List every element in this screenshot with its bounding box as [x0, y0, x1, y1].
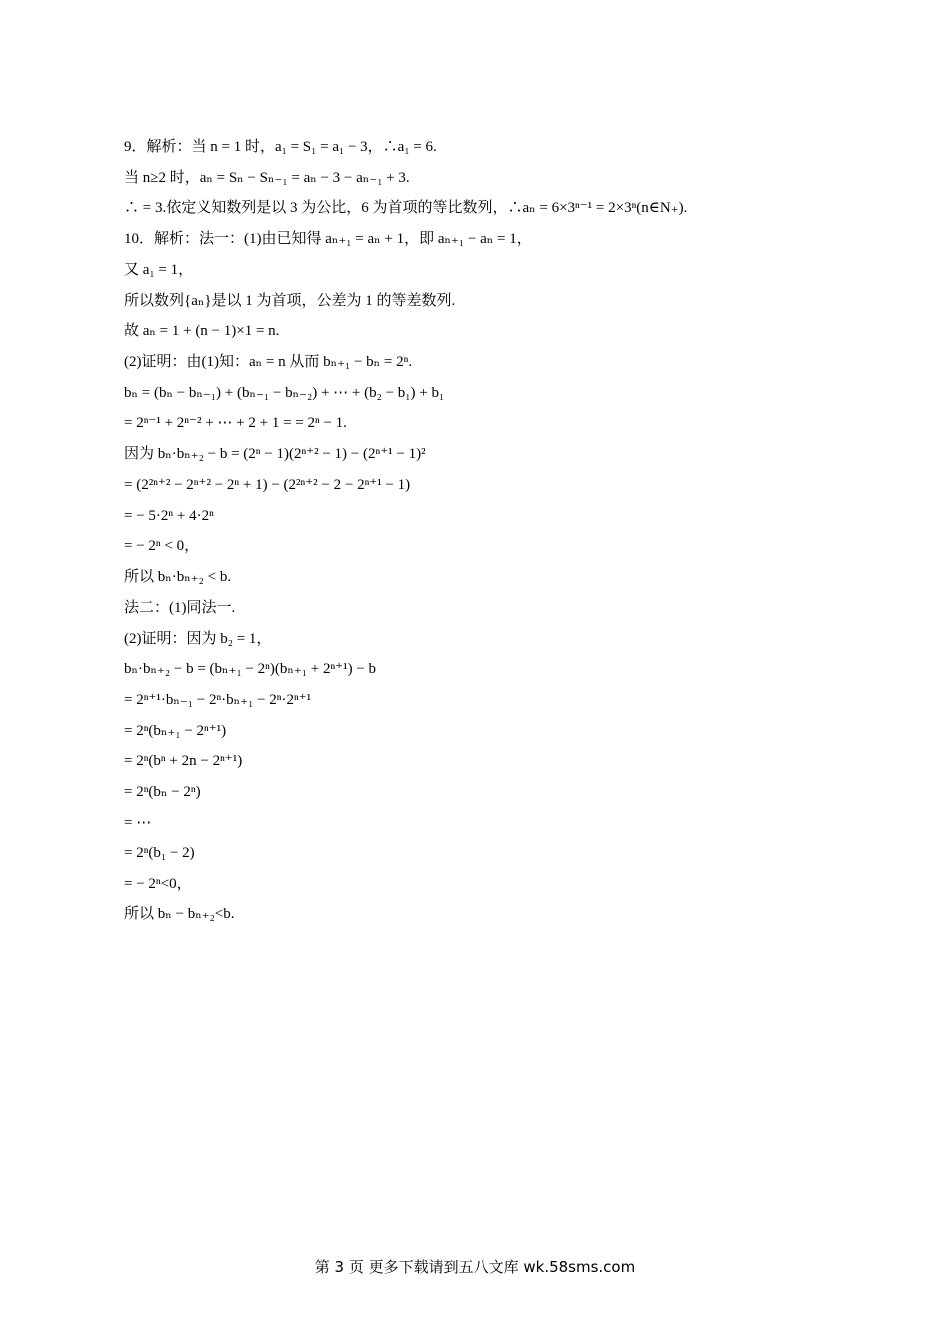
text-line: = (2²ⁿ⁺² − 2ⁿ⁺² − 2ⁿ + 1) − (2²ⁿ⁺² − 2 − 2ⁿ⁺¹ − 1) [124, 477, 411, 493]
text-line: = 2ⁿ⁻¹ + 2ⁿ⁻² + ⋯ + 2 + 1 = = 2ⁿ − 1. [124, 415, 347, 431]
text-line: (2)证明：因为 b₂ = 1， [124, 631, 272, 647]
text-line: = 2ⁿ⁺¹·bₙ₋₁ − 2ⁿ·bₙ₊₁ − 2ⁿ·2ⁿ⁺¹ [124, 692, 312, 708]
text-line: = − 5·2ⁿ + 4·2ⁿ [124, 508, 214, 524]
text-line: = − 2ⁿ < 0， [124, 538, 200, 554]
text-line: ∴ = 3.依定义知数列是以 3 为公比，6 为首项的等比数列，∴aₙ = 6×3ⁿ⁻¹ = 2×3ⁿ(n∈N₊). [124, 200, 688, 216]
text-line: = 2ⁿ(bⁿ + 2n − 2ⁿ⁺¹) [124, 753, 243, 769]
text-line: 当 n≥2 时，aₙ = Sₙ − Sₙ₋₁ = aₙ − 3 − aₙ₋₁ + 3. [124, 170, 410, 186]
page-footer: 第 3 页 更多下载请到五八文库 wk.58sms.com [314, 1258, 636, 1276]
text-line: 10．解析：法一：(1)由已知得 aₙ₊₁ = aₙ + 1，即 aₙ₊₁ − aₙ = 1， [124, 231, 532, 247]
text-line: 9．解析：当 n = 1 时，a₁ = S₁ = a₁ − 3，∴a₁ = 6. [124, 139, 437, 155]
text-line: 故 aₙ = 1 + (n − 1)×1 = n. [124, 323, 280, 339]
text-line: = 2ⁿ(bₙ₊₁ − 2ⁿ⁺¹) [124, 723, 227, 739]
text-line: (2)证明：由(1)知：aₙ = n 从而 bₙ₊₁ − bₙ = 2ⁿ. [124, 354, 413, 370]
text-line: 所以 bₙ − bₙ₊₂<b. [124, 906, 235, 922]
text-line: = 2ⁿ(bₙ − 2ⁿ) [124, 784, 201, 800]
text-line: 又 a₁ = 1， [124, 262, 194, 278]
text-line: 因为 bₙ·bₙ₊₂ − b = (2ⁿ − 1)(2ⁿ⁺² − 1) − (2ⁿ⁺¹ − 1)² [124, 446, 426, 462]
text-line: bₙ = (bₙ − bₙ₋₁) + (bₙ₋₁ − bₙ₋₂) + ⋯ + (b₂ − b₁) + b₁ [124, 385, 445, 401]
text-line: = ⋯ [124, 815, 152, 831]
text-line: = 2ⁿ(b₁ − 2) [124, 845, 195, 861]
text-line: bₙ·bₙ₊₂ − b = (bₙ₊₁ − 2ⁿ)(bₙ₊₁ + 2ⁿ⁺¹) − b [124, 661, 377, 677]
text-line: 所以数列{aₙ}是以 1 为首项，公差为 1 的等差数列. [124, 293, 456, 309]
text-line: = − 2ⁿ<0， [124, 876, 192, 892]
text-line: 法二：(1)同法一. [124, 600, 236, 616]
text-line: 所以 bₙ·bₙ₊₂ < b. [124, 569, 232, 585]
